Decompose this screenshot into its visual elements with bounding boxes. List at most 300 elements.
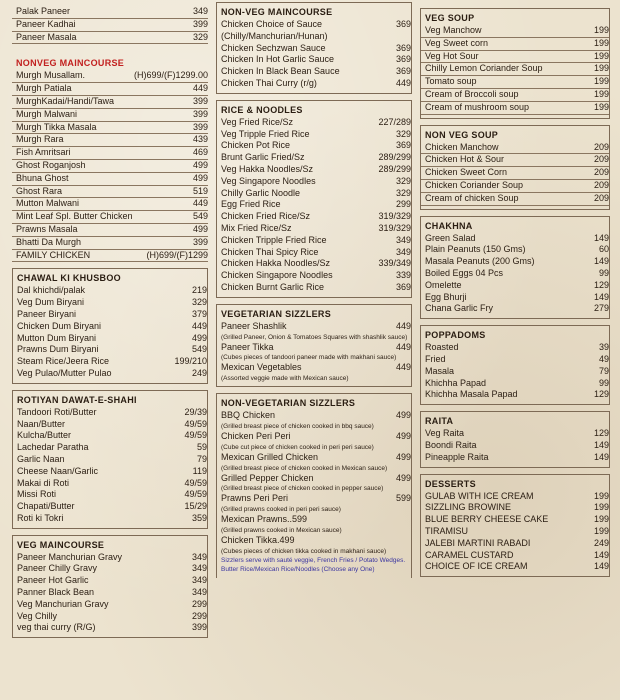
menu-item [12,122,208,135]
section-title: POPPADOMS [425,330,486,341]
menu-item [12,173,208,186]
item-name: Fried [425,353,446,364]
menu-item [217,78,411,90]
menu-item [13,563,207,575]
item-description: (Grilled breast piece of chicken cooked in pepper sauce) [221,485,384,493]
menu-item [421,25,609,38]
item-price: 349 [191,563,207,574]
item-name: Roti ki Tokri [17,512,64,523]
item-name: Prawns Peri Peri [221,493,289,504]
item-name: Paneer Masala [16,31,77,42]
item-price: 369 [395,66,411,77]
item-name: Murgh Tikka Masala [16,121,97,132]
menu-item [13,333,207,345]
menu-item [12,70,208,83]
menu-item [421,366,609,378]
menu-item [421,154,609,167]
menu-item [12,186,208,199]
menu-item [217,199,411,211]
item-price: 49/59 [184,430,207,441]
item-name: Kulcha/Butter [17,430,72,441]
item-price: 149 [593,549,609,560]
menu-item [421,268,609,280]
item-price: 499 [192,172,208,183]
item-name: Bhuna Ghost [16,172,69,183]
item-name: Omelette [425,279,462,290]
menu-item [217,43,411,55]
menu-item [217,19,411,31]
item-description: (Grilled prawns cooked in peri peri sauce) [221,506,341,514]
section-title: CHAKHNA [425,220,473,231]
item-name: Garlic Naan [17,453,65,464]
menu-item [217,152,411,164]
item-name: Missi Roti [17,489,57,500]
item-name: Chicken Tripple Fried Rice [221,234,327,245]
section-title: RAITA [425,416,454,427]
item-name: Veg Dum Biryani [17,297,85,308]
item-name: Chicken Peri Peri [221,430,291,441]
item-name: Naan/Butter [17,418,66,429]
item-price: 469 [192,147,208,158]
item-name: Mix Fried Rice/Sz [221,222,292,233]
item-name: Brunt Garlic Fried/Sz [221,152,305,163]
item-price: 227/289 [378,116,411,127]
item-name: Masala Peanuts (200 Gms) [425,256,535,267]
item-name: Prawns Dum Biryani [17,344,99,355]
menu-item [217,321,411,333]
item-name: Panner Black Bean [17,587,95,598]
section-title: DESSERTS [425,478,476,489]
item-name: Plain Peanuts (150 Gms) [425,244,526,255]
item-price: 199 [593,502,609,513]
item-price: 329 [191,297,207,308]
menu-item [13,466,207,478]
item-name: Chicken Burnt Garlic Rice [221,281,325,292]
item-name: Cream of Broccoli soup [425,88,519,99]
item-name: FAMILY CHICKEN [16,249,91,260]
item-description: (Grilled breast piece of chicken cooked in bbq sauce) [221,422,374,430]
item-name: Ghost Rara [16,185,63,196]
item-price: 439 [192,134,208,145]
item-price: 199 [593,525,609,536]
menu-item [421,526,609,538]
item-name: Paneer Hot Garlic [17,575,89,586]
item-name: Green Salad [425,232,476,243]
item-name: Boondi Raita [425,439,477,450]
section-title: NON VEG SOUP [425,129,499,140]
item-price: 209 [593,154,609,165]
menu-item [217,54,411,66]
item-name: Paneer Tikka [221,341,274,352]
poppadoms-section [420,325,610,405]
menu-item [217,362,411,374]
item-name: Mexican Vegetables [221,362,302,373]
item-name: Murgh Patiala [16,83,72,94]
menu-item [13,622,207,634]
item-name: Tandoori Roti/Butter [17,406,97,417]
item-price: 449 [192,83,208,94]
item-price: 349 [191,587,207,598]
item-price: 379 [191,308,207,319]
menu-item [13,599,207,611]
item-description: (Cube cut piece of chicken cooked in peri peri sauce) [221,443,374,451]
item-price: 329 [395,175,411,186]
item-price: 289/299 [378,152,411,163]
item-name: Chicken Thai Spicy Rice [221,246,319,257]
item-name: Veg Chilly [17,610,58,621]
section-title: CHAWAL KI KHUSBOO [17,273,121,284]
item-name: Paneer Chilly Gravy [17,563,98,574]
item-price: 449 [192,198,208,209]
menu-item [217,164,411,176]
item-price: 149 [593,232,609,243]
item-price: 339 [395,270,411,281]
item-price: 29/39 [184,406,207,417]
item-price: 209 [593,192,609,203]
section-title: ROTIYAN DAWAT-E-SHAHI [17,394,137,405]
item-price: 369 [395,54,411,65]
item-price: 199 [593,76,609,87]
menu-item [421,561,609,573]
item-price: 319/329 [378,222,411,233]
item-name: Palak Paneer [16,6,71,16]
menu-item [13,611,207,623]
item-name: Chicken Tikka.499 [221,534,295,545]
item-name: Veg Hakka Noodles/Sz [221,163,314,174]
item-price: 499 [192,223,208,234]
menu-item [217,188,411,200]
item-price: 329 [395,128,411,139]
item-price: 449 [395,77,411,88]
item-price: 449 [395,341,411,352]
menu-item [12,147,208,160]
item-name: Bhatti Da Murgh [16,236,82,247]
menu-item [13,356,207,368]
item-price: 329 [395,187,411,198]
item-price: 369 [395,140,411,151]
menu-item [12,224,208,237]
item-name: Murgh Musallam. [16,70,86,81]
menu-item [421,303,609,315]
menu-item [421,180,609,193]
item-price: 119 [192,465,207,476]
menu-item [421,102,609,115]
menu-item [12,83,208,96]
menu-item [217,117,411,129]
item-name: Cheese Naan/Garlic [17,465,99,476]
item-price: 99 [598,377,609,388]
nonveg-maincourse-2-section [216,2,412,94]
menu-item [421,514,609,526]
item-name: Cream of chicken Soup [425,192,519,203]
item-price: 199/210 [174,356,207,367]
item-name: Prawns Masala [16,223,78,234]
item-price: 499 [395,410,411,421]
menu-column-3 [420,0,610,577]
menu-item [13,489,207,501]
menu-item [421,233,609,245]
menu-item [13,297,207,309]
section-title: VEG MAINCOURSE [17,539,105,550]
section-title: NONVEG MAINCOURSE [16,58,125,69]
menu-item [13,552,207,564]
item-price: 349 [191,551,207,562]
item-price: 209 [593,141,609,152]
menu-item [421,428,609,440]
menu-item [217,535,411,547]
menu-item [217,66,411,78]
item-price: 319/329 [378,211,411,222]
menu-item [217,258,411,270]
item-description: (Grilled prawns cooked in Mexican sauce) [221,526,342,534]
item-price: 199 [593,490,609,501]
item-name: Chicken In Black Bean Sauce [221,66,340,77]
item-price: 249 [593,537,609,548]
item-name: BLUE BERRY CHEESE CAKE [425,514,549,525]
menu-item [12,198,208,211]
rotiyan-section [12,390,208,529]
menu-item [421,292,609,304]
menu-item [217,493,411,505]
item-name: Cream of mushroom soup [425,101,530,112]
menu-item [217,247,411,259]
item-name: Paneer Kadhai [16,18,76,29]
item-name: Chilly Garlic Noodle [221,187,301,198]
menu-item [13,285,207,297]
item-name: Ghost Roganjosh [16,159,86,170]
item-price: 209 [593,179,609,190]
item-price: 349 [395,234,411,245]
menu-item [13,344,207,356]
raita-section [420,411,610,467]
menu-item [421,378,609,390]
item-price: 49/59 [184,418,207,429]
menu-item [421,51,609,64]
item-name: Chicken Singapore Noodles [221,270,333,281]
menu-item [12,6,208,19]
menu-item [217,342,411,354]
item-price: 279 [593,303,609,314]
item-price: 499 [395,451,411,462]
item-name: Chicken Coriander Soup [425,179,524,190]
menu-item [13,575,207,587]
menu-item [12,109,208,122]
menu-item [12,96,208,109]
item-name: Veg Manchurian Gravy [17,598,109,609]
item-price: 249 [191,367,207,378]
item-name: Murgh Malwani [16,108,78,119]
item-price: 369 [395,281,411,292]
sizzler-note: Sizzlers serve with sauté veggie, French Fries / Potato Wedges. Butter Rice/Mexican Rice/Noodles (Choose any One) [221,556,406,574]
item-price: 60 [598,244,609,255]
menu-item [13,513,207,525]
menu-item [421,244,609,256]
top-items-section [12,6,208,44]
menu-item [13,442,207,454]
item-name: Chicken Sechzwan Sauce [221,42,326,53]
item-name: Chicken Fried Rice/Sz [221,211,311,222]
item-price: 149 [593,439,609,450]
item-name: JALEBI MARTINI RABADI [425,537,531,548]
item-name: Mutton Dum Biryani [17,332,97,343]
item-price: 349 [191,575,207,586]
rice-noodles-section [216,100,412,298]
item-name: Chana Garlic Fry [425,303,494,314]
item-name: Khichha Masala Papad [425,389,518,400]
item-price: 289/299 [378,163,411,174]
item-name: Chicken Dum Biryani [17,320,102,331]
item-price: 359 [191,512,207,523]
item-price: 39 [598,342,609,353]
item-name: Veg Singapore Noodles [221,175,316,186]
item-name: Mutton Malwani [16,198,80,209]
item-price: (H)699/(F)1299.00 [133,70,208,81]
item-name: Fish Amritsari [16,147,71,158]
item-name: Chicken In Hot Garlic Sauce [221,54,335,65]
menu-item [421,142,609,155]
menu-item [13,309,207,321]
item-name: Boiled Eggs 04 Pcs [425,267,504,278]
desserts-section [420,474,610,578]
section-title: VEG SOUP [425,13,475,23]
menu-item [13,368,207,380]
item-price: 499 [395,430,411,441]
item-name: Veg Manchow [425,25,482,35]
item-price: 49/59 [184,489,207,500]
nonveg-sizzlers-section [216,393,412,578]
item-price: 99 [598,267,609,278]
item-price: 149 [593,256,609,267]
item-price: 199 [593,25,609,35]
item-description: (Grilled breast piece of chicken cooked in Mexican sauce) [221,464,388,472]
item-price: 219 [191,285,207,296]
item-price: 149 [593,561,609,572]
item-name: Makai di Roti [17,477,70,488]
item-price: 369 [395,19,411,29]
item-name: Chicken Pot Rice [221,140,291,151]
item-price: 15/29 [184,501,207,512]
menu-item [421,354,609,366]
item-price: 449 [395,320,411,331]
menu-item [217,223,411,235]
item-price: 129 [593,428,609,439]
item-price: 79 [598,365,609,376]
item-name: Lachedar Paratha [17,442,89,453]
menu-item [421,280,609,292]
menu-item [13,587,207,599]
menu-item [13,501,207,513]
menu-item [421,193,609,206]
item-name: Murgh Rara [16,134,64,145]
item-name: Chilly Lemon Coriander Soup [425,63,543,74]
item-name: Chicken Sweet Corn [425,167,508,178]
item-name: Mint Leaf Spl. Butter Chicken [16,211,133,222]
item-name: Egg Bhurji [425,291,467,302]
menu-item [217,431,411,443]
item-price: 79 [196,453,207,464]
item-price: 199 [593,37,609,48]
menu-item [217,31,411,43]
menu-item [12,211,208,224]
menu-item [421,76,609,89]
item-price: 199 [593,101,609,112]
chawal-section [12,268,208,383]
item-name: Veg Hot Sour [425,50,479,61]
item-price: 399 [191,622,207,633]
menu-item [421,440,609,452]
item-price: 129 [593,279,609,290]
item-name: Steam Rice/Jeera Rice [17,356,110,367]
item-name: Veg Fried Rice/Sz [221,116,294,127]
menu-item [217,129,411,141]
item-price: 199 [593,88,609,99]
item-price: 349 [395,246,411,257]
item-name: Roasted [425,342,459,353]
item-price: 199 [593,50,609,61]
menu-item [12,134,208,147]
item-name: Chicken Thai Curry (r/g) [221,77,317,88]
item-name: Paneer Shashlik [221,320,287,331]
item-name: TIRAMISU [425,525,469,536]
item-name: veg thai curry (R/G) [17,622,96,633]
item-price: 299 [395,199,411,210]
menu-item [12,250,208,263]
item-name: Veg Raita [425,428,465,439]
item-name: (Chilly/Manchurian/Hunan) [221,30,328,41]
menu-column-1 [12,0,208,638]
item-price: 199 [593,63,609,74]
menu-item [217,452,411,464]
veg-maincourse-section [12,535,208,639]
item-price: 209 [593,167,609,178]
menu-item [421,342,609,354]
item-price: 449 [395,362,411,373]
menu-item [217,473,411,485]
item-name: Pineapple Raita [425,451,489,462]
chakhna-section [420,216,610,320]
item-price: 499 [191,332,207,343]
veg-sizzlers-section [216,304,412,387]
menu-column-2 [216,0,412,578]
menu-item [12,160,208,173]
menu-item [421,38,609,51]
menu-item [421,389,609,401]
item-name: CARAMEL CUSTARD [425,549,514,560]
item-name: Khichha Papad [425,377,487,388]
item-price: 449 [191,320,207,331]
item-price: 549 [192,211,208,222]
menu-item [217,176,411,188]
item-name: Veg Pulao/Mutter Pulao [17,367,112,378]
item-description: (Assorted veggie made with Mexican sauce) [221,375,349,383]
menu-item [421,167,609,180]
item-name: SIZZLING BROWINE [425,502,512,513]
item-name: Masala [425,365,455,376]
menu-item [217,235,411,247]
item-price: 329 [192,31,208,42]
nonveg-soup-section [420,125,610,210]
item-price: 349 [192,6,208,16]
item-description: (Grilled Paneer, Onion & Tomatoes Squares with shashlik sauce) [221,333,408,341]
section-title: NON-VEGETARIAN SIZZLERS [221,398,356,409]
item-name: MurghKadai/Handi/Tawa [16,95,115,106]
item-name: Veg Tripple Fried Rice [221,128,310,139]
item-name: Grilled Pepper Chicken [221,472,314,483]
menu-item [217,282,411,294]
item-name: Paneer Biryani [17,308,77,319]
menu-item [13,478,207,490]
veg-soup-section [420,8,610,119]
